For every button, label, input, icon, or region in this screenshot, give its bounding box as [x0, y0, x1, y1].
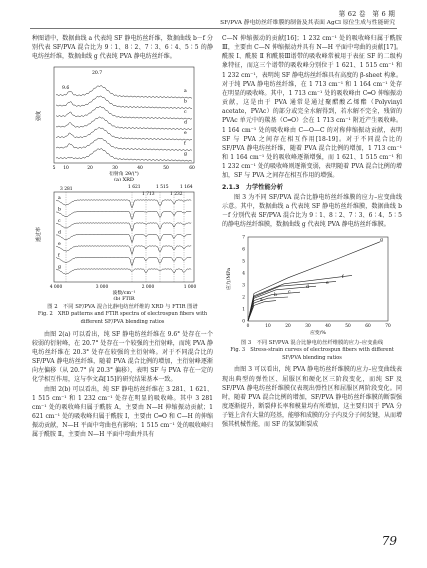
xrd-curve-letter: f — [184, 141, 186, 147]
xrd-curves — [56, 86, 192, 162]
ftir-curve-letter: g — [58, 265, 61, 271]
stress-curve-letter: e — [326, 281, 329, 287]
xrd-plot-frame — [54, 67, 194, 163]
fig2-caption-en-1: Fig. 2 XRD patterns and FTIR spectra of electrospun fibers with — [37, 311, 208, 318]
section-heading-mechanical: 2.1.3 力学性能分析 — [222, 183, 283, 191]
stress-strain-chart — [222, 233, 402, 337]
xrd-curve-letter: e — [184, 131, 187, 137]
ftir-chart — [32, 182, 213, 300]
stress-curve-f — [248, 276, 352, 322]
right-column — [222, 34, 402, 430]
stress-xtick: 10 — [265, 324, 271, 330]
ftir-curve-g — [56, 269, 191, 274]
stress-ytick: 6 — [242, 247, 245, 253]
fig3-caption-en-1: Fig. 3 Stress-strain curves of electrospun fibers with different — [230, 347, 394, 354]
ftir-curve-c — [56, 223, 191, 231]
stress-ytick: 5 — [242, 259, 245, 265]
ftir-peak-label-3: 1 713 — [142, 192, 155, 198]
stress-ylabel: 应力/MPa — [227, 268, 232, 291]
xrd-sublabel: (a) XRD — [114, 177, 134, 182]
stress-plot-frame — [248, 237, 388, 321]
stress-ytick: 2 — [242, 295, 245, 301]
xrd-chart — [32, 63, 213, 181]
stress-curve-letter: b — [274, 293, 277, 299]
stress-xtick: 40 — [325, 324, 331, 330]
stress-curve-g — [248, 242, 380, 321]
stress-ytick: 3 — [242, 283, 245, 289]
ftir-continued-paragraph: C—N 伸缩振动的贡献[16]；1 232 cm⁻¹ 处的吸收峰归属于酰胺Ⅲ，主要由 C—N 伸缩振动并具有 N—H 平面中弯曲的贡献[17]。酰胺 Ⅰ、酰胺 Ⅱ 和酰胺Ⅲ谱带的吸收峰常被用于表征 SF 的二级构象特征，而这三个谱带的吸收峰分别位于 1 621、1 515 cm⁻¹ 和 1 232 cm⁻¹，表明纯 SF 静电纺丝纤维具有高度的 β-sheet 构象。对于纯 PVA 静电纺丝纤维，在 1 713 cm⁻¹ 和 1 164 cm⁻¹ 处存在明显的吸收峰。其中，1 713 cm⁻¹ 处的吸收峰由 C═O 伸缩振动贡献，这是由于 PVA 通常是通过聚醋酸乙烯酯（Polyvinyl acetate，PVAc）的部分或完全水解得到，若水解不完全，残留的 PVAc 单元中的羰基（C═O）会在 1 713 cm⁻¹ 附近产生吸收峰。1 164 cm⁻¹ 处的吸收峰由 C—O—C 的对称伸缩振动贡献，表明 SF 与 PVA 之间存在相互作用[18-19]。对于不同混合比的 SF/PVA 静电纺丝纤维，随着 PVA 混合比例的增加，1 713 cm⁻¹ 和 1 164 cm⁻¹ 处的吸收峰逐渐增强，而 1 621、1 515 cm⁻¹ 和 1 232 cm⁻¹ 处的吸收峰则逐渐变弱，表明随着 PVA 混合比例的增加，SF 与 PVA 之间存在相互作用的增强。 — [222, 35, 402, 180]
ftir-ylabel: 透过率 — [36, 227, 42, 243]
xrd-figure — [32, 63, 213, 181]
journal-volume-issue: 第 62 卷 第 6 期 — [338, 10, 395, 18]
ftir-peak-label-1: 3 281 — [60, 187, 73, 193]
stress-curve-letter: c — [288, 290, 291, 296]
stress-curve-letter: f — [342, 275, 344, 281]
xrd-curve-letter: b — [184, 99, 187, 105]
xrd-curve-a — [56, 86, 192, 99]
ftir-curves — [56, 192, 191, 282]
xrd-xtick: 5 — [52, 166, 56, 172]
intro-paragraph: 种图谱中，数据曲线 a 代表纯 SF 静电纺丝纤维，数据曲线 b－f 分别代表 SF/PVA 混合比为 9∶1、8∶2、7∶3、6∶4、5∶5 的静电纺丝纤维，数据曲线 g 代表纯 PVA 静电纺丝纤维。 — [32, 35, 213, 61]
ftir-curve-e — [56, 246, 191, 255]
ftir-curve-letter: a — [58, 196, 61, 202]
xrd-curve-b — [56, 96, 192, 109]
xrd-xtick: 40 — [137, 166, 143, 172]
ftir-xticks — [50, 285, 197, 290]
running-header — [0, 0, 427, 28]
ftir-curve-letter: f — [58, 253, 60, 259]
ftir-figure — [32, 182, 213, 300]
left-column — [32, 34, 213, 440]
ftir-curve-f — [56, 258, 191, 266]
stress-xtick: 0 — [246, 324, 250, 330]
running-title: SF/PVA 静电纺丝纤维膜的制备及其表面 AgCl 原位生成与性能研究 — [220, 20, 395, 26]
ftir-xtick: 2 000 — [141, 285, 155, 291]
stress-curves — [248, 238, 383, 321]
xrd-curve-letter: g — [184, 152, 187, 158]
fig3-caption-en-2: SF/PVA blending ratios — [282, 354, 342, 361]
stress-xtick: 50 — [345, 324, 351, 330]
stress-xtick: 70 — [385, 324, 391, 330]
header-rule — [30, 28, 397, 29]
fig2-caption-cn: 图 2 不同 SF/PVA 混合比静电纺丝纤维的 XRD 与 FTIR 图谱 — [47, 304, 198, 311]
xrd-peak-label-1: 20.7 — [92, 71, 103, 77]
stress-xticks — [247, 324, 391, 329]
xrd-peak-label-2: 9.6 — [62, 86, 70, 92]
xrd-xtick: 60 — [189, 166, 195, 172]
ftir-curve-a — [56, 200, 191, 208]
stress-xtick: 30 — [305, 324, 311, 330]
ftir-curve-b — [56, 212, 191, 220]
stress-curve-letter: g — [380, 238, 383, 244]
ftir-peak-label-6: 1 164 — [180, 185, 193, 191]
stress-xtick: 60 — [365, 324, 371, 330]
ftir-peak-label-2: 1 621 — [128, 185, 141, 191]
stress-xtick: 20 — [285, 324, 291, 330]
xrd-analysis-paragraph: 由图 2(a) 可以看出，纯 SF 静电纺丝纤维在 9.6° 处存在一个较弱的衍射峰，在 20.7° 处存在一个较强的主衍射峰，而纯 PVA 静电纺丝纤维在 20.3° 处存在较强的主衍射峰。对于不同混合比的 SF/PVA 静电纺丝纤维，随着 PVA 混合比例的增加，主衍射峰逐渐向左偏移（从 20.7° 向 20.3° 偏移），表明 SF 与 PVA 存在一定的化学相互作用，这与李文森[15]的研究结果基本一致。 — [32, 330, 213, 384]
fig3-caption-cn: 图 3 不同 SF/PVA 混合比静电纺丝纤维膜的应力–应变曲线 — [240, 340, 384, 347]
xrd-xtick: 30 — [112, 166, 118, 172]
xrd-xtick: 20 — [87, 166, 93, 172]
mechanical-intro-paragraph: 图 3 为不同 SF/PVA 混合比静电纺丝纤维膜的应力–应变曲线示意。其中，数据曲线 a 代表纯 SF 静电纺丝纤维膜，数据曲线 b－f 分别代表 SF/PVA 混合比为 9∶1、8∶2、7∶3、6∶4、5∶5 的静电纺丝纤维膜，数据曲线 g 代表纯 PVA 静电纺丝纤维膜。 — [222, 193, 402, 229]
xrd-xtick: 10 — [63, 166, 69, 172]
ftir-curve-letter: c — [58, 219, 61, 225]
ftir-curve-letter: e — [58, 242, 61, 248]
ftir-xtick: 3 000 — [95, 285, 109, 291]
ftir-peak-label-5: 1 232 — [170, 192, 183, 198]
fig2-caption-en-2: different SF/PVA blending ratios — [80, 319, 165, 326]
xrd-curve-letter: c — [184, 110, 187, 116]
stress-ytick: 1 — [242, 307, 245, 313]
ftir-xlabel: 波数/cm⁻¹ — [112, 291, 136, 297]
xrd-curve-d — [56, 117, 192, 130]
xrd-curve-c — [56, 107, 192, 120]
xrd-xticks — [53, 166, 195, 171]
xrd-ylabel: 强度 — [36, 111, 42, 122]
stress-curve-letter: a — [260, 298, 263, 304]
mechanical-analysis-paragraph: 由图 3 可以看出，纯 PVA 静电纺丝纤维膜的应力–应变曲线表现出典型的弹性区、屈服区和硬化区三阶段变化，而纯 SF 及 SF/PVA 静电纺丝纤维膜仅表现出弹性区和屈服区两阶段变化。同时，随着 PVA 混合比例的增加，SF/PVA 静电纺丝纤维膜的断裂强度逐渐提升，断裂伸长率和模量均有所增加，这主要归因于 PVA 分子链上含有大量的羟基，能够和成膜的分子内及分子间发键，从而增强其机械性能，而 SF 的氢氢断裂成 — [222, 366, 403, 429]
stress-ytick: 4 — [242, 271, 245, 277]
ftir-peak-label-4: 1 515 — [156, 185, 169, 191]
xrd-xtick: 50 — [163, 166, 169, 172]
stress-curve-letter: d — [306, 285, 309, 291]
xrd-curve-g — [56, 149, 192, 162]
ftir-curve-letter: b — [58, 207, 61, 213]
ftir-curve-letter: d — [58, 230, 61, 236]
xrd-xlabel: 衍射角 2θ/(°) — [109, 172, 139, 178]
ftir-xtick: 1 000 — [183, 285, 197, 291]
ftir-sublabel: (b) FTIR — [113, 296, 135, 301]
stress-ytick: 0 — [242, 319, 245, 325]
ftir-xtick: 4 000 — [49, 285, 63, 291]
stress-xlabel: 应变/% — [310, 331, 326, 337]
xrd-curve-letter: a — [184, 89, 187, 95]
stress-ytick: 7 — [242, 235, 245, 241]
page-number: 79 — [381, 534, 397, 548]
stress-strain-figure — [222, 233, 402, 337]
ftir-curve-d — [56, 235, 191, 243]
xrd-curve-f — [56, 139, 192, 152]
xrd-curve-letter: d — [184, 120, 187, 126]
ftir-analysis-paragraph: 由图 2(b) 可以看出，纯 SF 静电纺丝纤维在 3 281、1 621、1 515 cm⁻¹ 和 1 232 cm⁻¹ 处存在明显的吸收峰。其中 3 281 cm⁻¹ 处的吸收峰归属于酰胺 A，主要由 N—H 伸缩振动贡献；1 621 cm⁻¹ 处的吸收峰归属于酰胺 Ⅰ，主要由 C═O 和 C—H 的伸缩振动贡献，N—H 平面中弯曲也有影响；1 515 cm⁻¹ 处的吸收峰归属于酰胺 Ⅱ，主要由 N—H 平面中弯曲并具有 — [32, 385, 213, 439]
stress-yticks — [242, 236, 245, 325]
